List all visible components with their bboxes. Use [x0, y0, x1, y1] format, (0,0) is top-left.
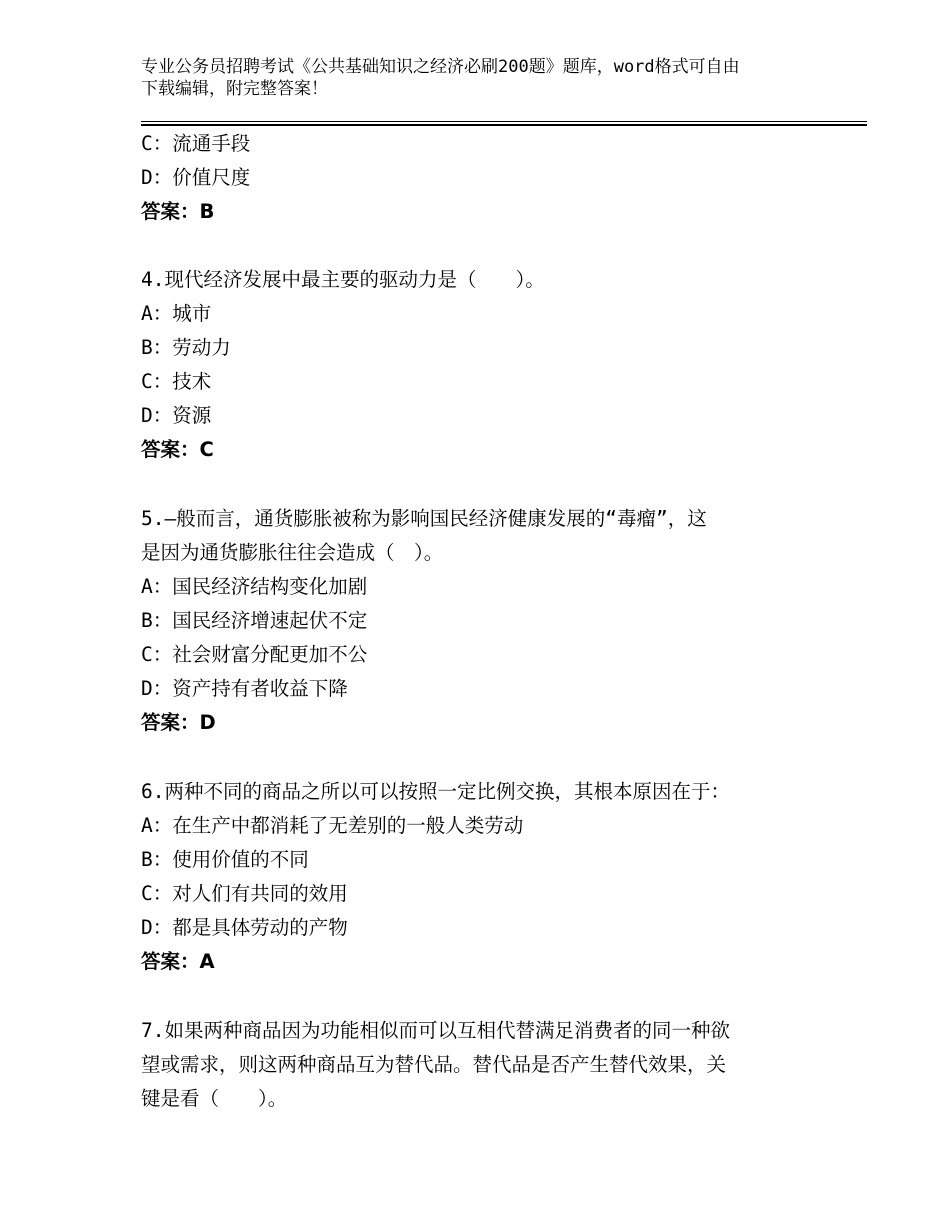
q6-option-a: A：在生产中都消耗了无差别的一般人类劳动 [141, 814, 524, 837]
header-divider-thin [141, 121, 867, 122]
header-line-2: 下载编辑，附完整答案！ [141, 79, 328, 99]
q4-option-b: B：劳动力 [141, 336, 231, 359]
q5-option-c: C：社会财富分配更加不公 [141, 643, 368, 666]
page-header [141, 56, 801, 100]
q4-option-a: A：城市 [141, 302, 212, 325]
q5-stem-line-1: 5.—般而言，通货膨胀被称为影响国民经济健康发展的“毒瘤”，这 [141, 507, 707, 530]
q7-stem-line-2: 望或需求，则这两种商品互为替代品。替代品是否产生替代效果，关 [141, 1053, 727, 1076]
q3-answer: 答案：B [141, 200, 215, 223]
q7-stem-line-3: 键是看（ ）。 [141, 1087, 288, 1110]
q3-option-c: C：流通手段 [141, 132, 251, 155]
q4-option-c: C：技术 [141, 370, 212, 393]
q3-option-d: D：价值尺度 [141, 166, 251, 189]
q6-answer: 答案：A [141, 950, 215, 973]
q4-stem: 4.现代经济发展中最主要的驱动力是（ ）。 [141, 268, 545, 291]
q5-option-d: D：资产持有者收益下降 [141, 677, 348, 700]
q4-option-d: D：资源 [141, 404, 212, 427]
q5-option-b: B：国民经济增速起伏不定 [141, 609, 368, 632]
q6-option-c: C：对人们有共同的效用 [141, 882, 348, 905]
q4-answer: 答案：C [141, 438, 214, 461]
q5-answer: 答案：D [141, 711, 216, 734]
q5-option-a: A：国民经济结构变化加剧 [141, 575, 368, 598]
q7-stem-line-1: 7.如果两种商品因为功能相似而可以互相代替满足消费者的同一种欲 [141, 1019, 730, 1042]
q5-stem-line-2: 是因为通货膨胀往往会造成（ ）。 [141, 541, 444, 564]
q6-option-d: D：都是具体劳动的产物 [141, 916, 348, 939]
q6-stem: 6.两种不同的商品之所以可以按照一定比例交换，其根本原因在于： [141, 780, 730, 803]
header-line-1: 专业公务员招聘考试《公共基础知识之经济必刷200题》题库，word格式可自由 [141, 57, 740, 77]
q6-option-b: B：使用价值的不同 [141, 848, 309, 871]
header-divider-thick [141, 124, 867, 126]
